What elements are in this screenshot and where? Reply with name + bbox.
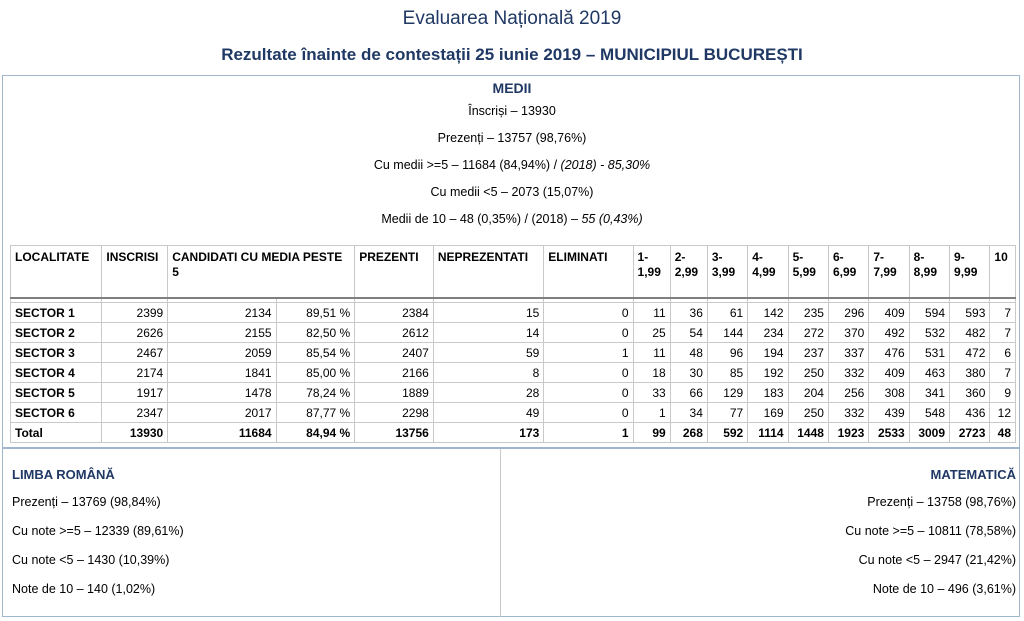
- table-cell: 2298: [355, 403, 434, 423]
- matematica-line: Cu note <5 – 2947 (21,42%): [858, 553, 1016, 567]
- table-cell: 476: [869, 343, 909, 363]
- col-header: INSCRISI: [102, 246, 168, 299]
- table-cell: 15: [433, 303, 543, 323]
- page-subtitle: Rezultate înainte de contestații 25 iunie 2019 – MUNICIPIUL BUCUREȘTI: [221, 45, 803, 64]
- col-header: ELIMINATI: [544, 246, 633, 299]
- table-cell: 341: [909, 383, 949, 403]
- row-label: SECTOR 6: [11, 403, 102, 423]
- romana-line: Cu note <5 – 1430 (10,39%): [12, 553, 170, 567]
- table-cell: 592: [707, 423, 747, 443]
- table-cell: 1: [633, 403, 670, 423]
- page-title: Evaluarea Națională 2019: [402, 8, 622, 29]
- table-row: [11, 383, 1016, 403]
- table-cell: 332: [828, 403, 868, 423]
- matematica-panel: [845, 462, 1016, 604]
- section-divider: [2, 447, 1020, 449]
- table-cell: 2059: [168, 343, 276, 363]
- table-cell: 492: [869, 323, 909, 343]
- table-cell: 1448: [788, 423, 828, 443]
- medii-heading: MEDII: [492, 80, 532, 96]
- table-cell: 1889: [355, 383, 434, 403]
- table-cell: 183: [748, 383, 788, 403]
- table-cell: 99: [633, 423, 670, 443]
- col-header: NEPREZENTATI: [433, 246, 543, 299]
- table-cell: 129: [707, 383, 747, 403]
- col-header: 8-8,99: [909, 246, 949, 299]
- col-header: 9-9,99: [950, 246, 990, 299]
- col-header: 6-6,99: [828, 246, 868, 299]
- col-header: 5-5,99: [788, 246, 828, 299]
- table-cell: 28: [433, 383, 543, 403]
- table-cell: 9: [990, 383, 1016, 403]
- romana-line: Cu note >=5 – 12339 (89,61%): [12, 524, 184, 538]
- col-header: PREZENTI: [355, 246, 434, 299]
- table-header-row: [11, 246, 1016, 299]
- col-header: CANDIDATI CU MEDIA PESTE 5: [168, 246, 355, 299]
- romana-panel: [12, 462, 184, 604]
- table-cell: 2533: [869, 423, 909, 443]
- table-cell: 85,54 %: [276, 343, 355, 363]
- table-cell: 272: [788, 323, 828, 343]
- matematica-line: Cu note >=5 – 10811 (78,58%): [845, 524, 1016, 538]
- medii-summary: [0, 78, 1024, 233]
- table-cell: 2174: [102, 363, 168, 383]
- peste5-text: Cu medii >=5 – 11684 (84,94%) /: [373, 158, 561, 172]
- peste5-line: [0, 152, 1024, 179]
- table-cell: 7: [990, 323, 1016, 343]
- table-cell: 409: [869, 363, 909, 383]
- row-label: SECTOR 1: [11, 303, 102, 323]
- table-row: [11, 323, 1016, 343]
- table-cell: 2612: [355, 323, 434, 343]
- table-cell: 0: [544, 303, 633, 323]
- table-cell: 2017: [168, 403, 276, 423]
- table-cell: 1917: [102, 383, 168, 403]
- table-row: [11, 343, 1016, 363]
- table-cell: 85,00 %: [276, 363, 355, 383]
- table-cell: 96: [707, 343, 747, 363]
- table-cell: 2407: [355, 343, 434, 363]
- col-header: LOCALITATE: [11, 246, 102, 299]
- col-header: 7-7,99: [869, 246, 909, 299]
- note10-text: Medii de 10 – 48 (0,35%) / (2018) –: [381, 212, 582, 226]
- note10-line: [0, 206, 1024, 233]
- table-cell: 7: [990, 363, 1016, 383]
- table-cell: 13930: [102, 423, 168, 443]
- table-cell: 144: [707, 323, 747, 343]
- table-cell: 30: [670, 363, 707, 383]
- table-cell: 439: [869, 403, 909, 423]
- table-cell: 36: [670, 303, 707, 323]
- table-cell: 593: [950, 303, 990, 323]
- table-cell: 1841: [168, 363, 276, 383]
- table-cell: 594: [909, 303, 949, 323]
- table-cell: 308: [869, 383, 909, 403]
- table-cell: 204: [788, 383, 828, 403]
- table-cell: 173: [433, 423, 543, 443]
- table-cell: 66: [670, 383, 707, 403]
- prezenti-line: Prezenți – 13757 (98,76%): [437, 131, 587, 145]
- table-cell: 250: [788, 403, 828, 423]
- table-cell: 2626: [102, 323, 168, 343]
- table-cell: 1923: [828, 423, 868, 443]
- row-label: SECTOR 5: [11, 383, 102, 403]
- col-header: 10: [990, 246, 1016, 299]
- table-cell: 2347: [102, 403, 168, 423]
- table-cell: 78,24 %: [276, 383, 355, 403]
- sub5-line: Cu medii <5 – 2073 (15,07%): [430, 185, 594, 199]
- table-cell: 1478: [168, 383, 276, 403]
- table-cell: 370: [828, 323, 868, 343]
- table-cell: 59: [433, 343, 543, 363]
- table-cell: 1: [544, 423, 633, 443]
- table-cell: 436: [950, 403, 990, 423]
- table-cell: 194: [748, 343, 788, 363]
- inscrisi-line: Înscriși – 13930: [468, 104, 556, 118]
- table-cell: 3009: [909, 423, 949, 443]
- table-cell: 11: [633, 343, 670, 363]
- row-label: SECTOR 4: [11, 363, 102, 383]
- table-cell: 12: [990, 403, 1016, 423]
- table-cell: 13756: [355, 423, 434, 443]
- table-cell: 0: [544, 323, 633, 343]
- matematica-line: Note de 10 – 496 (3,61%): [872, 582, 1016, 596]
- table-row: [11, 403, 1016, 423]
- table-cell: 49: [433, 403, 543, 423]
- table-cell: 1: [544, 343, 633, 363]
- table-cell: 2399: [102, 303, 168, 323]
- table-cell: 48: [990, 423, 1016, 443]
- table-cell: 48: [670, 343, 707, 363]
- panel-divider: [500, 449, 501, 617]
- table-cell: 25: [633, 323, 670, 343]
- table-cell: 0: [544, 363, 633, 383]
- table-cell: 192: [748, 363, 788, 383]
- table-cell: 268: [670, 423, 707, 443]
- table-cell: 169: [748, 403, 788, 423]
- table-cell: 2166: [355, 363, 434, 383]
- results-table: [10, 245, 1016, 443]
- total-row: [11, 423, 1016, 443]
- matematica-heading: MATEMATICĂ: [930, 467, 1016, 482]
- table-cell: 532: [909, 323, 949, 343]
- table-cell: 7: [990, 303, 1016, 323]
- table-cell: 61: [707, 303, 747, 323]
- table-cell: 337: [828, 343, 868, 363]
- table-cell: 0: [544, 403, 633, 423]
- table-cell: 77: [707, 403, 747, 423]
- romana-line: Note de 10 – 140 (1,02%): [12, 582, 156, 596]
- col-header: 1-1,99: [633, 246, 670, 299]
- table-cell: 256: [828, 383, 868, 403]
- table-cell: 472: [950, 343, 990, 363]
- matematica-line: Prezenți – 13758 (98,76%): [867, 495, 1016, 509]
- table-cell: 296: [828, 303, 868, 323]
- table-cell: 2155: [168, 323, 276, 343]
- table-row: [11, 303, 1016, 323]
- table-cell: 82,50 %: [276, 323, 355, 343]
- table-cell: 11684: [168, 423, 276, 443]
- table-cell: 235: [788, 303, 828, 323]
- row-label: Total: [11, 423, 102, 443]
- table-cell: 548: [909, 403, 949, 423]
- table-cell: 380: [950, 363, 990, 383]
- table-cell: 14: [433, 323, 543, 343]
- table-cell: 409: [869, 303, 909, 323]
- table-row: [11, 363, 1016, 383]
- table-cell: 531: [909, 343, 949, 363]
- table-cell: 11: [633, 303, 670, 323]
- table-cell: 463: [909, 363, 949, 383]
- table-cell: 237: [788, 343, 828, 363]
- table-cell: 0: [544, 383, 633, 403]
- table-cell: 18: [633, 363, 670, 383]
- table-cell: 2723: [950, 423, 990, 443]
- peste5-2018-text: (2018) - 85,30%: [560, 158, 651, 172]
- table-cell: 234: [748, 323, 788, 343]
- table-cell: 2467: [102, 343, 168, 363]
- table-cell: 1114: [748, 423, 788, 443]
- table-cell: 142: [748, 303, 788, 323]
- romana-line: Prezenți – 13769 (98,84%): [12, 495, 161, 509]
- table-cell: 87,77 %: [276, 403, 355, 423]
- table-cell: 85: [707, 363, 747, 383]
- table-cell: 6: [990, 343, 1016, 363]
- table-cell: 332: [828, 363, 868, 383]
- row-label: SECTOR 2: [11, 323, 102, 343]
- romana-heading: LIMBA ROMÂNĂ: [12, 467, 115, 482]
- table-cell: 360: [950, 383, 990, 403]
- note10-2018-text: 55 (0,43%): [581, 212, 643, 226]
- table-cell: 8: [433, 363, 543, 383]
- col-header: 4-4,99: [748, 246, 788, 299]
- table-cell: 2134: [168, 303, 276, 323]
- table-cell: 482: [950, 323, 990, 343]
- table-cell: 250: [788, 363, 828, 383]
- col-header: 2-2,99: [670, 246, 707, 299]
- table-cell: 2384: [355, 303, 434, 323]
- table-cell: 33: [633, 383, 670, 403]
- table-cell: 34: [670, 403, 707, 423]
- row-label: SECTOR 3: [11, 343, 102, 363]
- table-cell: 54: [670, 323, 707, 343]
- table-cell: 84,94 %: [276, 423, 355, 443]
- table-cell: 89,51 %: [276, 303, 355, 323]
- col-header: 3-3,99: [707, 246, 747, 299]
